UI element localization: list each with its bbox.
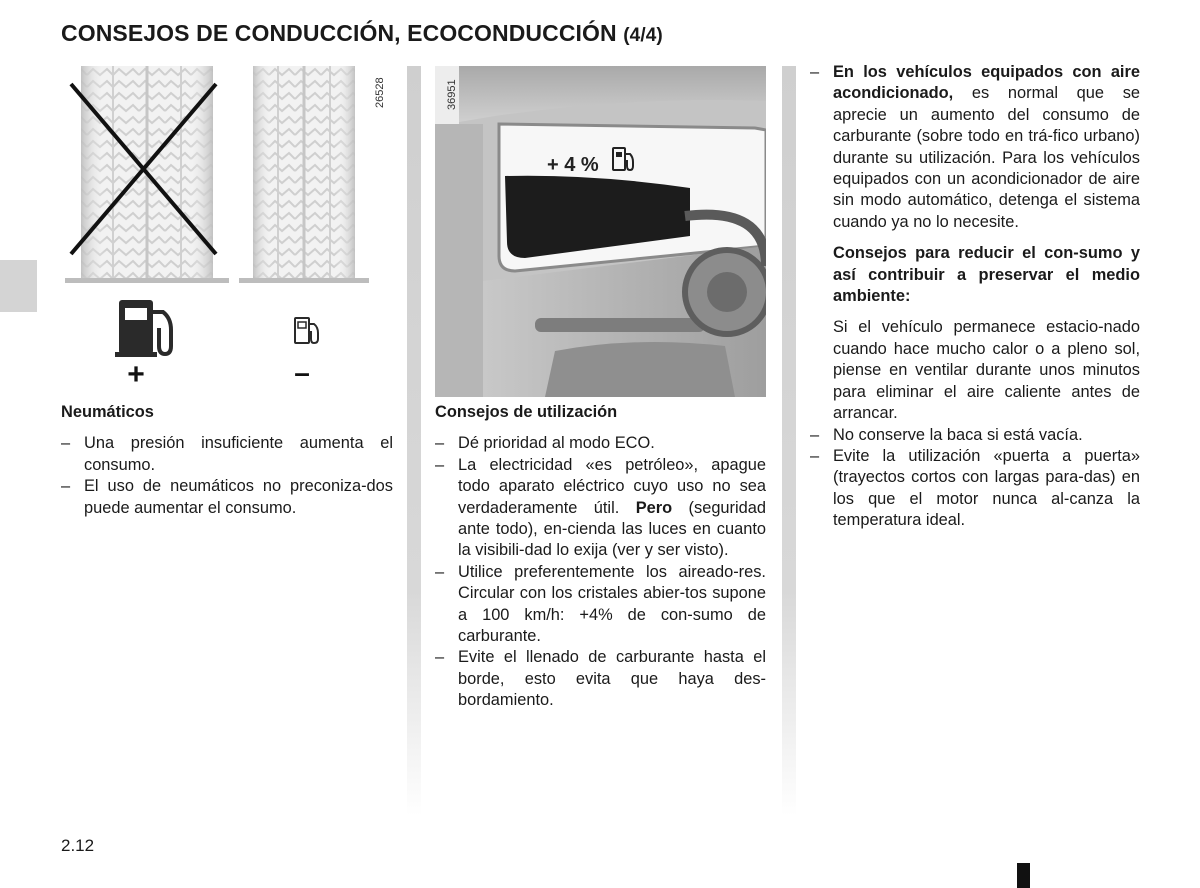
usage-advice-section xyxy=(435,402,766,712)
air-conditioning-section xyxy=(810,62,1140,532)
consumption-increase-label: + 4 % xyxy=(547,154,599,176)
list-item: – Una presión insuficiente aumenta el consumo. xyxy=(61,433,393,476)
figure-code: 36951 xyxy=(446,79,458,110)
list-item: – Utilice preferentemente los aireado-res. Circular con los cristales abier-tos supone a 100 km/h: +4% de con-sumo de carburante. xyxy=(435,562,766,648)
column-divider-1 xyxy=(407,66,421,816)
parking-paragraph: Si el vehículo permanece estacio-nado cuando hace mucho calor o a pleno sol, piense en ventilar durante unos minutos para eliminar el aire caliente antes de arrancar. xyxy=(833,318,1140,423)
fuel-pump-large-icon xyxy=(115,300,171,357)
usage-advice-list xyxy=(435,433,766,711)
page-title xyxy=(61,20,663,47)
tires-section xyxy=(61,402,393,519)
column-divider-2 xyxy=(782,66,796,816)
ac-advice-list xyxy=(810,62,1140,233)
correct-tire xyxy=(239,66,369,283)
list-item xyxy=(810,62,1140,233)
list-item: – Evite la utilización «puerta a puerta» (trayectos cortos con largas para-das) en los que el motor nunca al-canza la temperatura ideal. xyxy=(810,446,1140,532)
title-page-indicator: (4/4) xyxy=(623,25,663,46)
list-item-text: La electricidad «es petróleo», apague todo aparato eléctrico cuyo uso no sea verdaderamente útil. xyxy=(458,455,766,517)
title-main: CONSEJOS DE CONDUCCIÓN, ECOCONDUCCIÓN xyxy=(61,20,617,46)
page-number: 2.12 xyxy=(61,836,95,855)
figure-code: 26528 xyxy=(374,77,386,108)
tires-advice-list xyxy=(61,433,393,519)
list-item: – El uso de neumáticos no preconiza-dos puede aumentar el consumo. xyxy=(61,476,393,519)
more-consumption-sign: + xyxy=(127,358,145,391)
section-heading-usage: Consejos de utilización xyxy=(435,403,618,421)
list-item-text: (seguridad ante todo), en-cienda las luces en cuanto la visibili-dad lo exija (ver y ser visto). xyxy=(458,498,766,560)
list-item: – No conserve la baca si está vacía. xyxy=(810,425,1140,446)
environment-subheading: Consejos para reducir el con-sumo y así contribuir a preservar el medio ambiente: xyxy=(833,244,1140,306)
section-heading-tires: Neumáticos xyxy=(61,403,154,421)
list-item: – Evite el llenado de carburante hasta el borde, esto evita que haya des-bordamiento. xyxy=(435,647,766,711)
environment-advice-list xyxy=(810,425,1140,532)
list-item-text: es normal que se aprecie un aumento del consumo de carburante (sobre todo en trá-fico urbano) durante su utilización. Para los vehículos equipados con un acondicionador de aire sin modo automático, detenga el sistema cuando ya no lo necesite. xyxy=(833,84,1141,231)
car-window-illustration xyxy=(435,66,766,397)
page-edge-marker xyxy=(1017,863,1030,888)
list-item xyxy=(435,455,766,562)
emphasis-text: En los vehículos equipados con aire acondicionado, xyxy=(833,63,1140,103)
less-consumption-sign: – xyxy=(294,357,310,388)
fuel-pump-small-icon xyxy=(295,318,318,343)
tire-illustration xyxy=(61,66,393,396)
list-item: – Dé prioridad al modo ECO. xyxy=(435,433,766,454)
emphasis-text: Pero xyxy=(635,498,673,517)
chapter-tab-marker xyxy=(0,260,37,312)
